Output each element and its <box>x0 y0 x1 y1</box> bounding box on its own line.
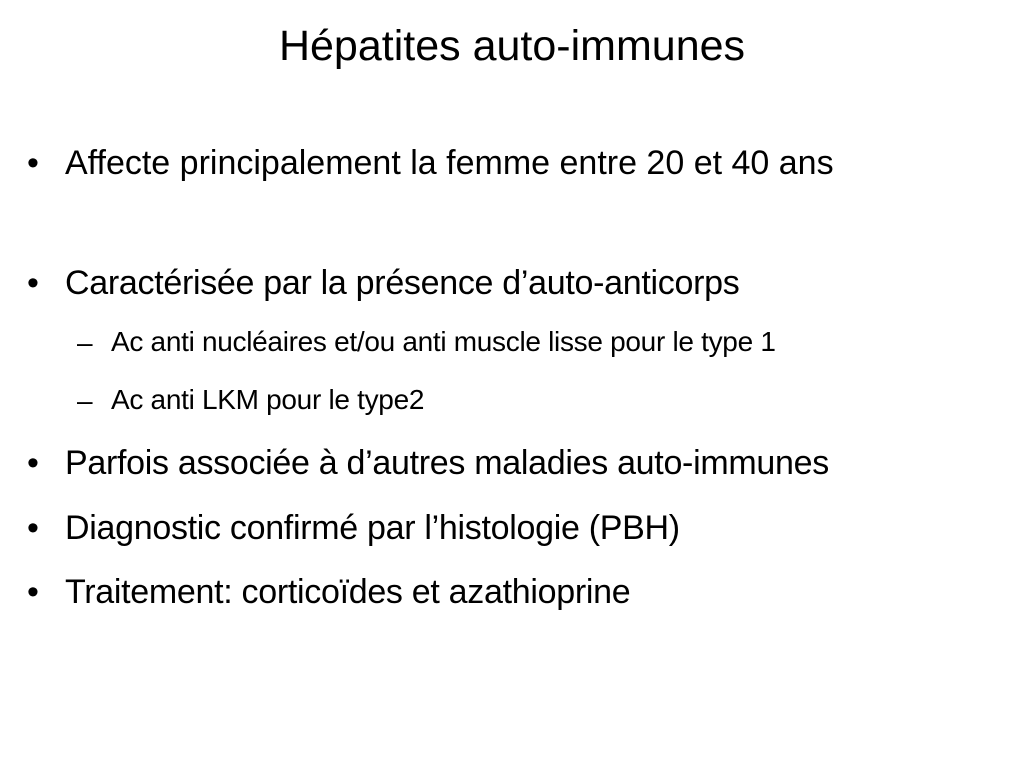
dash-marker: – <box>77 327 93 358</box>
bullet-marker: • <box>27 264 39 302</box>
list-item-text: Parfois associée à d’autres maladies auto-immunes <box>65 444 829 482</box>
sub-list-item-text: Ac anti nucléaires et/ou anti muscle lisse pour le type 1 <box>111 326 776 357</box>
dash-marker: – <box>77 385 93 416</box>
sub-list-item-text: Ac anti LKM pour le type2 <box>111 384 425 415</box>
slide-title: Hépatites auto-immunes <box>278 22 746 70</box>
list-item-text: Caractérisée par la présence d’auto-anticorps <box>65 264 740 302</box>
bullet-marker: • <box>27 144 39 182</box>
list-item-text: Diagnostic confirmé par l’histologie (PBH) <box>65 509 680 547</box>
bullet-marker: • <box>27 509 39 547</box>
bullet-marker: • <box>27 444 39 482</box>
list-item-text: Affecte principalement la femme entre 20 et 40 ans <box>65 144 834 182</box>
list-item-text: Traitement: corticoïdes et azathioprine <box>65 573 631 611</box>
bullet-marker: • <box>27 573 39 611</box>
